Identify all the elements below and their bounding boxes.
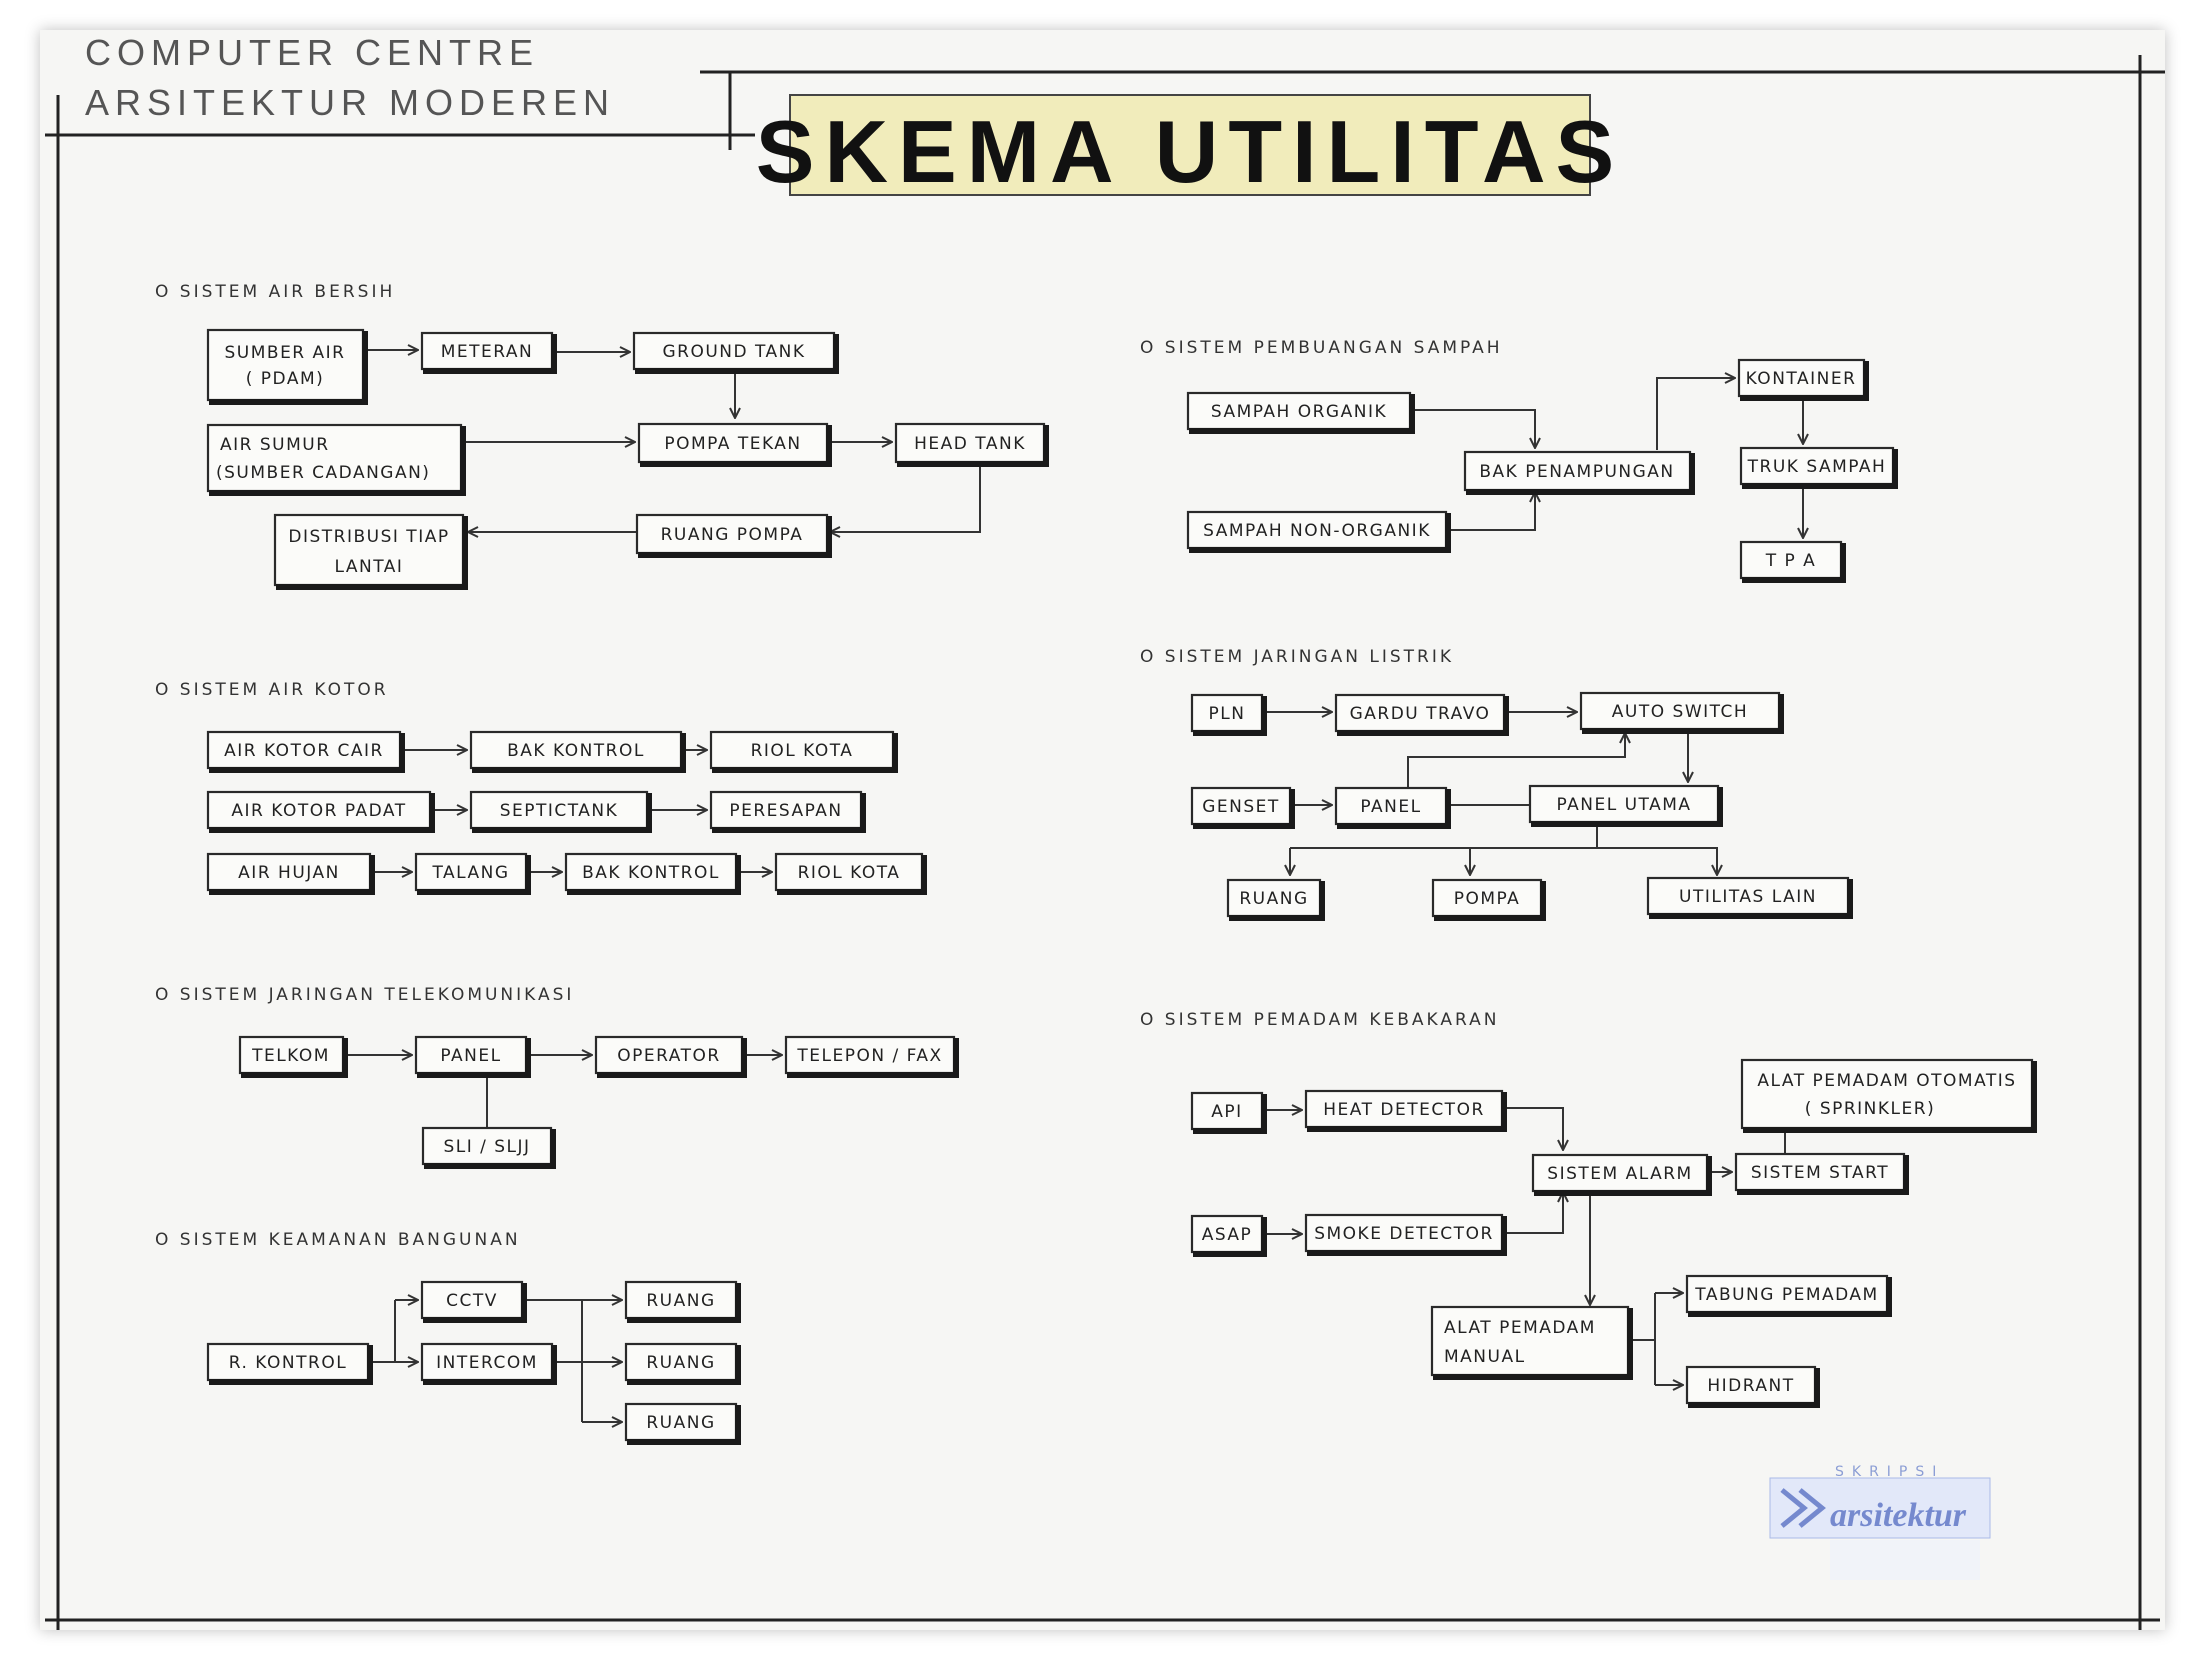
box-riol-kota-1	[711, 732, 895, 770]
box-smoke-detector	[1306, 1215, 1504, 1253]
box-panel-telkom	[416, 1037, 528, 1075]
box-intercom	[422, 1344, 554, 1382]
label-tpa: T P A	[1765, 551, 1817, 571]
box-api	[1192, 1093, 1264, 1131]
label-kontainer: KONTAINER	[1745, 369, 1857, 389]
section-title-keamanan: O SISTEM KEAMANAN BANGUNAN	[155, 1230, 521, 1250]
box-alat-pemadam-otomatis	[1742, 1060, 2034, 1130]
box-auto-switch	[1581, 693, 1781, 731]
box-asap	[1192, 1216, 1264, 1254]
label-auto-switch: AUTO SWITCH	[1611, 702, 1749, 722]
label-distribusi-sub: LANTAI	[334, 557, 404, 577]
box-alat-pemadam-manual	[1432, 1307, 1630, 1377]
label-panel-telkom: PANEL	[440, 1046, 502, 1066]
box-bak-penampungan	[1465, 452, 1692, 492]
section-title-air-kotor: O SISTEM AIR KOTOR	[155, 680, 389, 700]
label-genset: GENSET	[1202, 797, 1280, 817]
label-air-sumur-sub: (SUMBER CADANGAN)	[216, 463, 431, 483]
box-sampah-non-organik	[1188, 512, 1448, 550]
label-sumber-air-sub: ( PDAM)	[245, 369, 325, 389]
box-gardu-travo	[1336, 695, 1506, 733]
label-panel-listrik: PANEL	[1360, 797, 1422, 817]
label-bak-kontrol-2: BAK KONTROL	[582, 863, 720, 883]
box-heat-detector	[1306, 1091, 1504, 1129]
label-riol-kota-1: RIOL KOTA	[750, 741, 854, 761]
box-r-kontrol	[208, 1344, 370, 1382]
label-distribusi: DISTRIBUSI TIAP	[288, 527, 450, 547]
label-riol-kota-2: RIOL KOTA	[797, 863, 901, 883]
box-talang	[416, 854, 528, 892]
box-air-hujan	[208, 854, 372, 892]
label-ruang-keamanan-3: RUANG	[646, 1413, 716, 1433]
box-sistem-alarm	[1533, 1155, 1709, 1193]
box-sistem-start	[1736, 1154, 1906, 1192]
section-title-sampah: O SISTEM PEMBUANGAN SAMPAH	[1140, 338, 1503, 358]
label-tabung-pemadam: TABUNG PEMADAM	[1695, 1285, 1879, 1305]
title-banner	[756, 95, 1624, 201]
section-title-kebakaran: O SISTEM PEMADAM KEBAKARAN	[1140, 1010, 1500, 1030]
label-panel-utama: PANEL UTAMA	[1556, 795, 1692, 815]
label-ground-tank: GROUND TANK	[662, 342, 806, 362]
label-r-kontrol: R. KONTROL	[228, 1353, 348, 1373]
box-telkom	[240, 1037, 345, 1075]
label-ruang-listrik: RUANG	[1239, 889, 1309, 909]
box-ground-tank	[634, 333, 836, 371]
stamp-top-text: SKRIPSI	[1835, 1464, 1945, 1480]
box-kontainer	[1739, 360, 1866, 398]
label-operator: OPERATOR	[617, 1046, 721, 1066]
label-talang: TALANG	[432, 863, 510, 883]
label-sampah-non-organik: SAMPAH NON-ORGANIK	[1203, 521, 1431, 541]
label-hidrant: HIDRANT	[1707, 1376, 1795, 1396]
box-ruang-pompa	[637, 515, 829, 555]
box-sli	[423, 1128, 553, 1166]
label-air-kotor-cair: AIR KOTOR CAIR	[224, 741, 384, 761]
label-bak-penampungan: BAK PENAMPUNGAN	[1479, 462, 1675, 482]
box-septictank	[471, 792, 649, 830]
label-heat-detector: HEAT DETECTOR	[1323, 1100, 1485, 1120]
stamp-logo	[1770, 1464, 1990, 1580]
box-pompa-tekan	[639, 424, 829, 464]
label-alat-pemadam-otomatis: ALAT PEMADAM OTOMATIS	[1757, 1071, 2017, 1091]
box-distribusi	[275, 515, 465, 587]
label-septictank: SEPTICTANK	[499, 801, 619, 821]
label-asap: ASAP	[1201, 1225, 1253, 1245]
label-pln: PLN	[1208, 704, 1246, 724]
box-cctv	[422, 1282, 524, 1320]
box-panel-utama	[1530, 786, 1720, 824]
box-ruang-keamanan-2	[626, 1344, 738, 1382]
box-pompa-listrik	[1433, 880, 1543, 918]
stamp-word: arsitektur	[1830, 1497, 1967, 1534]
label-cctv: CCTV	[446, 1291, 498, 1311]
box-sumber-air	[208, 330, 365, 402]
label-sli: SLI / SLJJ	[443, 1137, 531, 1157]
label-sprinkler: ( SPRINKLER)	[1804, 1099, 1936, 1119]
box-ruang-keamanan-3	[626, 1404, 738, 1442]
box-meteran	[422, 333, 554, 371]
label-manual: MANUAL	[1444, 1347, 1526, 1367]
label-peresapan: PERESAPAN	[729, 801, 843, 821]
label-pompa-tekan: POMPA TEKAN	[664, 434, 802, 454]
box-utilitas-lain	[1648, 878, 1850, 916]
box-ruang-listrik	[1228, 880, 1322, 918]
box-peresapan	[711, 792, 863, 830]
box-genset	[1192, 788, 1292, 826]
box-bak-kontrol-2	[566, 854, 738, 892]
label-sumber-air: SUMBER AIR	[224, 343, 346, 363]
box-air-sumur	[208, 425, 463, 493]
box-telepon	[786, 1037, 956, 1075]
header-line-1: COMPUTER CENTRE	[85, 32, 540, 73]
label-telkom: TELKOM	[252, 1046, 330, 1066]
label-ruang-keamanan-1: RUANG	[646, 1291, 716, 1311]
box-pln	[1192, 695, 1264, 733]
label-alat-pemadam-manual: ALAT PEMADAM	[1444, 1318, 1596, 1338]
box-panel-listrik	[1336, 788, 1448, 826]
box-tpa	[1741, 542, 1843, 580]
box-bak-kontrol-1	[471, 732, 683, 770]
label-sistem-start: SISTEM START	[1750, 1163, 1890, 1183]
label-air-kotor-padat: AIR KOTOR PADAT	[231, 801, 407, 821]
section-title-air-bersih: O SISTEM AIR BERSIH	[155, 282, 396, 302]
label-meteran: METERAN	[440, 342, 534, 362]
box-sampah-organik	[1188, 393, 1412, 431]
label-air-hujan: AIR HUJAN	[238, 863, 340, 883]
label-truk-sampah: TRUK SAMPAH	[1747, 457, 1887, 477]
box-operator	[596, 1037, 744, 1075]
label-utilitas-lain: UTILITAS LAIN	[1679, 887, 1817, 907]
section-title-telekomunikasi: O SISTEM JARINGAN TELEKOMUNIKASI	[155, 985, 575, 1005]
box-ruang-keamanan-1	[626, 1282, 738, 1320]
label-smoke-detector: SMOKE DETECTOR	[1314, 1224, 1494, 1244]
section-title-listrik: O SISTEM JARINGAN LISTRIK	[1140, 647, 1455, 667]
label-bak-kontrol-1: BAK KONTROL	[507, 741, 645, 761]
label-pompa-listrik: POMPA	[1453, 889, 1521, 909]
header-line-2: ARSITEKTUR MODEREN	[85, 82, 616, 123]
box-air-kotor-cair	[208, 732, 402, 770]
label-ruang-keamanan-2: RUANG	[646, 1353, 716, 1373]
label-telepon: TELEPON / FAX	[797, 1046, 943, 1066]
box-tabung-pemadam	[1687, 1276, 1889, 1314]
label-head-tank: HEAD TANK	[914, 434, 1026, 454]
label-ruang-pompa: RUANG POMPA	[660, 525, 804, 545]
label-api: API	[1211, 1102, 1243, 1122]
label-sampah-organik: SAMPAH ORGANIK	[1210, 402, 1388, 422]
label-intercom: INTERCOM	[436, 1353, 538, 1373]
label-air-sumur: AIR SUMUR	[220, 435, 330, 455]
box-air-kotor-padat	[208, 792, 432, 830]
box-riol-kota-2	[776, 854, 924, 892]
box-hidrant	[1687, 1367, 1817, 1405]
box-head-tank	[896, 424, 1046, 464]
label-sistem-alarm: SISTEM ALARM	[1547, 1164, 1693, 1184]
label-gardu-travo: GARDU TRAVO	[1349, 704, 1491, 724]
box-truk-sampah	[1741, 448, 1895, 486]
main-title: SKEMA UTILITAS	[755, 102, 1625, 201]
